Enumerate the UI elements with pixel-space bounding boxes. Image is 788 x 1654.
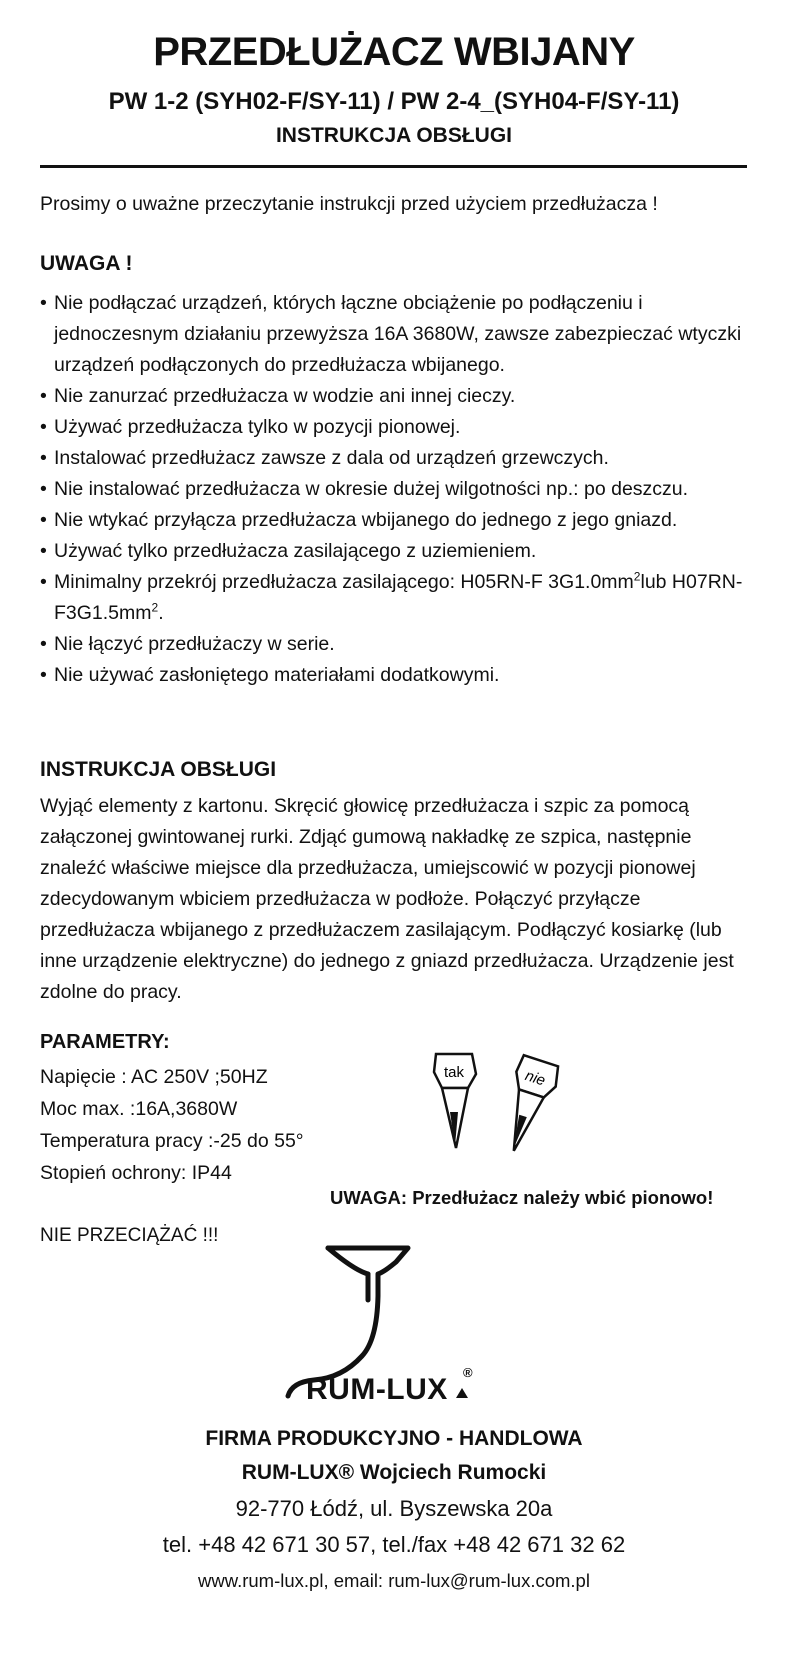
warning-list xyxy=(40,288,760,691)
stake-caption: UWAGA: Przedłużacz należy wbić pionowo! xyxy=(330,1187,714,1208)
list-item: • Nie podłączać urządzeń, których łączne obciążenie po podłączeniu i jednoczesnym działaniu przewyższa 16A 3680W, zawsze zabezpieczać wtyczki urządzeń podłączonych do przedłużacza wbijanego. xyxy=(40,288,760,381)
header-divider xyxy=(40,165,747,168)
label-yes: tak xyxy=(443,1064,465,1081)
parameters-heading: PARAMETRY: xyxy=(40,1031,170,1053)
logo-wordmark: RUM-LUX xyxy=(306,1373,448,1406)
instructions-body: Wyjąć elementy z kartonu. Skręcić głowicę przedłużacza i szpic za pomocą załączonej gwintowanej rurki. Zdjąć gumową nakładkę ze szpica, następnie znaleźć właściwe miejsce dla przedłużacza, umiejscowić w pozycji pionowej zdecydowanym wbiciem przedłużacza w podłoże. Połączyć przyłącze przedłużacza wbijanego z przedłużaczem zasilającym. Podłączyć kosiarkę (lub inne urządzenie elektryczne) do jednego z gniazd przedłużacza. Urządzenie jest zdolne do pracy. xyxy=(40,795,734,1003)
company-web-email: www.rum-lux.pl, email: rum-lux@rum-lux.com.pl xyxy=(198,1570,590,1591)
parameter-ip-rating: Stopień ochrony: IP44 xyxy=(40,1162,232,1184)
warning-heading: UWAGA ! xyxy=(40,252,133,275)
document-title: PRZEDŁUŻACZ WBIJANY xyxy=(153,30,635,74)
parameter-voltage: Napięcie : AC 250V ;50HZ xyxy=(40,1066,268,1088)
company-name: RUM-LUX® Wojciech Rumocki xyxy=(241,1461,547,1484)
label-no: nie xyxy=(523,1067,548,1090)
list-item: • Instalować przedłużacz zawsze z dala od urządzeń grzewczych. xyxy=(40,443,760,474)
overload-warning: NIE PRZECIĄŻAĆ !!! xyxy=(40,1225,219,1246)
superscript: 2 xyxy=(633,569,641,584)
vertical-stake-icon xyxy=(434,1054,476,1148)
list-item-cable xyxy=(40,567,760,629)
company-address: 92-770 Łódź, ul. Byszewska 20a xyxy=(235,1496,553,1521)
list-item: • Używać przedłużacza tylko w pozycji pionowej. xyxy=(40,412,760,443)
cable-spec-end: . xyxy=(158,602,164,624)
list-item: • Nie łączyć przedłużaczy w serie. xyxy=(40,629,760,660)
list-item: • Nie wtykać przyłącza przedłużacza wbijanego do jednego z jego gniazd. xyxy=(40,505,760,536)
company-phone: tel. +48 42 671 30 57, tel./fax +48 42 671 32 62 xyxy=(162,1532,626,1557)
list-item: • Używać tylko przedłużacza zasilającego z uziemieniem. xyxy=(40,536,760,567)
cable-spec-a: Minimalny przekrój przedłużacza zasilającego: H05RN-F 3G1.0mm xyxy=(54,571,634,593)
cable-spec-b: lub H07RN-F3G1.5mm xyxy=(54,571,743,624)
list-item: • Nie zanurzać przedłużacza w wodzie ani innej cieczy. xyxy=(40,381,760,412)
company-type: FIRMA PRODUKCYJNO - HANDLOWA xyxy=(205,1427,583,1450)
stake-orientation-illustration xyxy=(432,1050,582,1180)
model-numbers: PW 1-2 (SYH02-F/SY-11) / PW 2-4_(SYH04-F/SY-11) xyxy=(108,88,680,115)
superscript: 2 xyxy=(151,600,159,615)
list-item: • Nie używać zasłoniętego materiałami dodatkowymi. xyxy=(40,660,760,691)
parameters-list xyxy=(40,1061,370,1189)
intro-text: Prosimy o uważne przeczytanie instrukcji przed użyciem przedłużacza ! xyxy=(40,193,658,215)
document-subtitle: INSTRUKCJA OBSŁUGI xyxy=(275,124,513,147)
instructions-heading: INSTRUKCJA OBSŁUGI xyxy=(40,758,277,781)
registered-mark: ® xyxy=(463,1365,473,1380)
list-item: • Nie instalować przedłużacza w okresie dużej wilgotności np.: po deszczu. xyxy=(40,474,760,505)
parameter-power: Moc max. :16A,3680W xyxy=(40,1098,238,1120)
parameter-temperature: Temperatura pracy :-25 do 55° xyxy=(40,1130,304,1152)
tilted-stake-icon xyxy=(493,1055,562,1157)
